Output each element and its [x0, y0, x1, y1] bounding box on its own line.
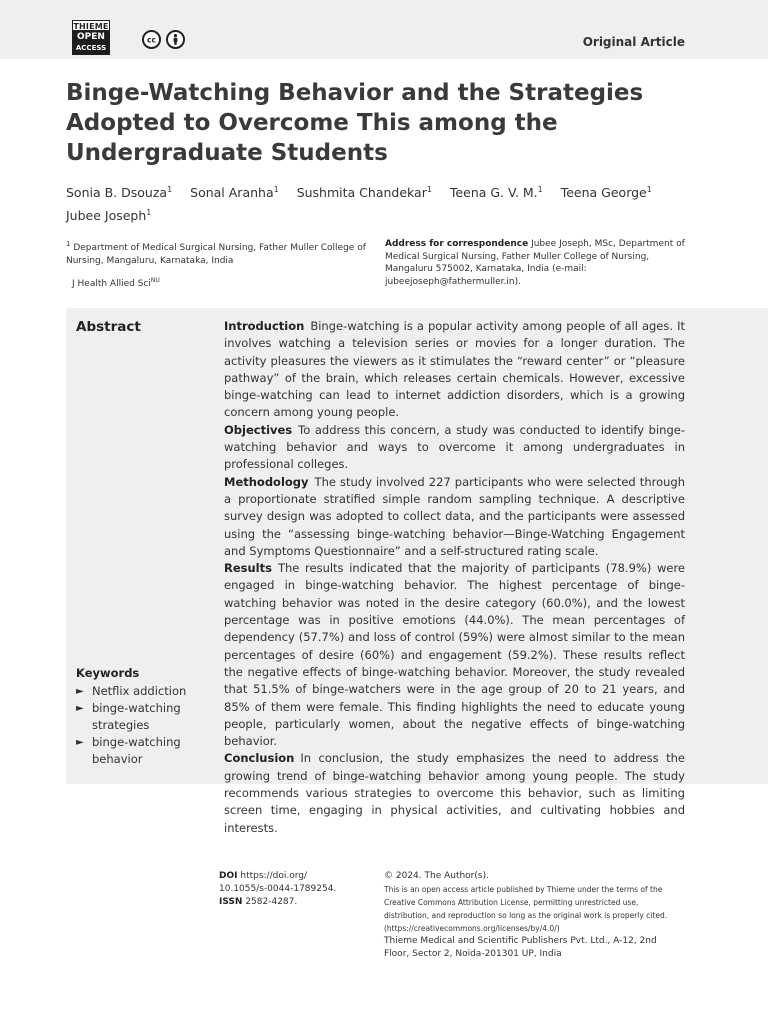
- author[interactable]: [66, 208, 151, 223]
- logo-open-access: [72, 31, 110, 55]
- author-list: [66, 180, 706, 226]
- keyword-item[interactable]: [76, 683, 216, 700]
- author-name: Teena George: [560, 185, 647, 201]
- publisher-text: Thieme Medical and Scientific Publishers Pvt. Ltd., A-12, 2nd Floor, Sector 2, Noida-201301 UP, India: [384, 936, 657, 959]
- title-line-2: Adopted to Overcome This among the: [66, 110, 558, 136]
- keyword-text: Netflix addiction: [92, 684, 187, 698]
- doi-block: [219, 870, 349, 909]
- section-label: Conclusion: [224, 751, 295, 766]
- author-affiliation-mark: 1: [426, 185, 432, 194]
- author[interactable]: [450, 185, 543, 200]
- license-block: [384, 870, 684, 961]
- correspondence-label: Address for correspondence: [385, 239, 529, 249]
- section-label: Results: [224, 561, 272, 576]
- keywords-list: [76, 683, 216, 768]
- author[interactable]: [561, 185, 652, 200]
- bullet-arrow-icon: ►: [76, 737, 84, 748]
- journal-citation: [72, 277, 160, 289]
- license-text: This is an open access article published by Thieme under the terms of the Creative Commons Attribution License, permitting unrestricted use, distribution, and reproduction so long as the original work is properly cited. (https://creativecommons.org/licenses/by/4.0/): [384, 885, 668, 933]
- affiliation: [66, 238, 366, 267]
- issn-label: ISSN: [219, 897, 243, 907]
- author-name: Teena G. V. M.: [449, 185, 538, 201]
- bullet-arrow-icon: ►: [76, 703, 84, 714]
- copyright-text: © 2024. The Author(s).: [384, 871, 489, 881]
- journal-suffix: NU: [150, 277, 160, 284]
- header-band: [0, 0, 768, 59]
- keyword-item[interactable]: [76, 700, 216, 734]
- author-affiliation-mark: 1: [537, 185, 543, 194]
- affiliation-text: Department of Medical Surgical Nursing, Father Muller College of Nursing, Mangaluru, Karnataka, India: [66, 243, 366, 266]
- title-line-3: Undergraduate Students: [66, 140, 388, 166]
- abstract-section-introduction: [224, 318, 685, 422]
- section-label: Objectives: [224, 422, 293, 437]
- author-affiliation-mark: 1: [167, 185, 173, 194]
- author[interactable]: [66, 185, 172, 200]
- author-name: Sonal Aranha: [190, 185, 274, 201]
- keyword-item[interactable]: [76, 734, 216, 768]
- abstract-body: [224, 318, 685, 837]
- author-affiliation-mark: 1: [273, 185, 279, 194]
- abstract-heading: Abstract: [76, 319, 141, 335]
- author[interactable]: [297, 185, 432, 200]
- logo-text-open: OPEN: [77, 32, 105, 42]
- author-name: Sushmita Chandekar: [296, 185, 427, 201]
- license-icons[interactable]: [142, 30, 185, 49]
- cc-icon[interactable]: [142, 30, 161, 49]
- section-label: Methodology: [224, 474, 309, 489]
- keyword-text: binge-watching strategies: [92, 701, 181, 732]
- logo-text-thieme: THIEME: [73, 22, 109, 31]
- keywords-heading: Keywords: [76, 666, 140, 680]
- section-text: The study involved 227 participants who were selected through a proportionate stratified simple random sampling technique. A descriptive survey design was adopted to collect data, and the participants were assessed using the “assessing binge-watching behavior—Binge-Watching Engagement and Symptoms Questionnaire” and a self-structured rating scale.: [224, 474, 685, 558]
- abstract-section-objectives: [224, 422, 685, 474]
- doi-label: DOI: [219, 871, 238, 881]
- doi-link[interactable]: https://doi.org/ 10.1055/s-0044-1789254.: [219, 871, 337, 894]
- correspondence-text: Jubee Joseph, MSc, Department of Medical Surgical Nursing, Father Muller College of Nursing, Mangaluru 575002, Karnataka, India (e-mail: jubeejoseph@fathermuller.in).: [385, 239, 685, 287]
- bullet-arrow-icon: ►: [76, 686, 84, 697]
- keyword-text: binge-watching behavior: [92, 735, 181, 766]
- article-type-label: Original Article: [582, 35, 685, 49]
- logo-text-access: ACCESS: [75, 44, 107, 52]
- section-label: Introduction: [224, 319, 305, 333]
- journal-name: J Health Allied Sci: [72, 279, 151, 289]
- author-affiliation-mark: 1: [146, 208, 152, 218]
- by-icon-graphic: [168, 32, 183, 47]
- title-line-1: Binge-Watching Behavior and the Strategies: [66, 80, 644, 106]
- author-name: Sonia B. Dsouza: [66, 185, 168, 201]
- abstract-section-conclusion: [224, 750, 685, 836]
- section-text: In conclusion, the study emphasizes the need to address the growing trend of binge-watching behavior among young people. The study recommends various strategies to overcome this behavior, such as limiting screen time, engaging in physical activities, and cultivating hobbies and interests.: [224, 751, 685, 835]
- affiliation-number: 1: [66, 240, 71, 248]
- article-title: [66, 78, 646, 168]
- cc-icon-graphic: [144, 32, 159, 47]
- by-icon[interactable]: [166, 30, 185, 49]
- abstract-section-results: [224, 560, 685, 750]
- section-text: To address this concern, a study was conducted to identify binge-watching behavior and ways to overcome it among undergraduates in professional colleges.: [224, 422, 685, 472]
- issn-value: 2582-4287.: [245, 897, 298, 907]
- author-affiliation-mark: 1: [646, 185, 652, 194]
- section-text: The results indicated that the majority of participants (78.9%) were engaged in binge-watching behavior. The highest percentage of binge-watching behavior was noted in the desire category (60.0%), and the lowest percentage was in positive emotions (44.0%). The mean percentages of dependency (57.7%) and loss of control (59%) were almost similar to the mean percentages of desire (60%) and engagement (59.2%). These results reflect the negative effects of binge-watching behavior. Moreover, the study revealed that 51.5% of binge-watchers were in the age group of 20 to 21 years, and 85% of them were female. This finding highlights the need to educate young people, particularly women, about the negative effects of binge-watching behavior.: [224, 561, 685, 749]
- abstract-section-methodology: [224, 474, 685, 560]
- svg-text:cc: cc: [147, 35, 156, 45]
- section-text: Binge-watching is a popular activity among people of all ages. It involves watching a television series or movies for a longer duration. The activity pleasures the viewers as it stimulates the “reward center” or “pleasure pathway” of the brain, which releases certain chemicals. However, excessive binge-watching can lead to internet addiction disorders, which is a growing concern among young people.: [224, 319, 685, 420]
- correspondence-address: [385, 238, 685, 288]
- thieme-open-access-logo[interactable]: [72, 20, 110, 55]
- author-name: Jubee Joseph: [66, 208, 147, 224]
- author[interactable]: [190, 185, 279, 200]
